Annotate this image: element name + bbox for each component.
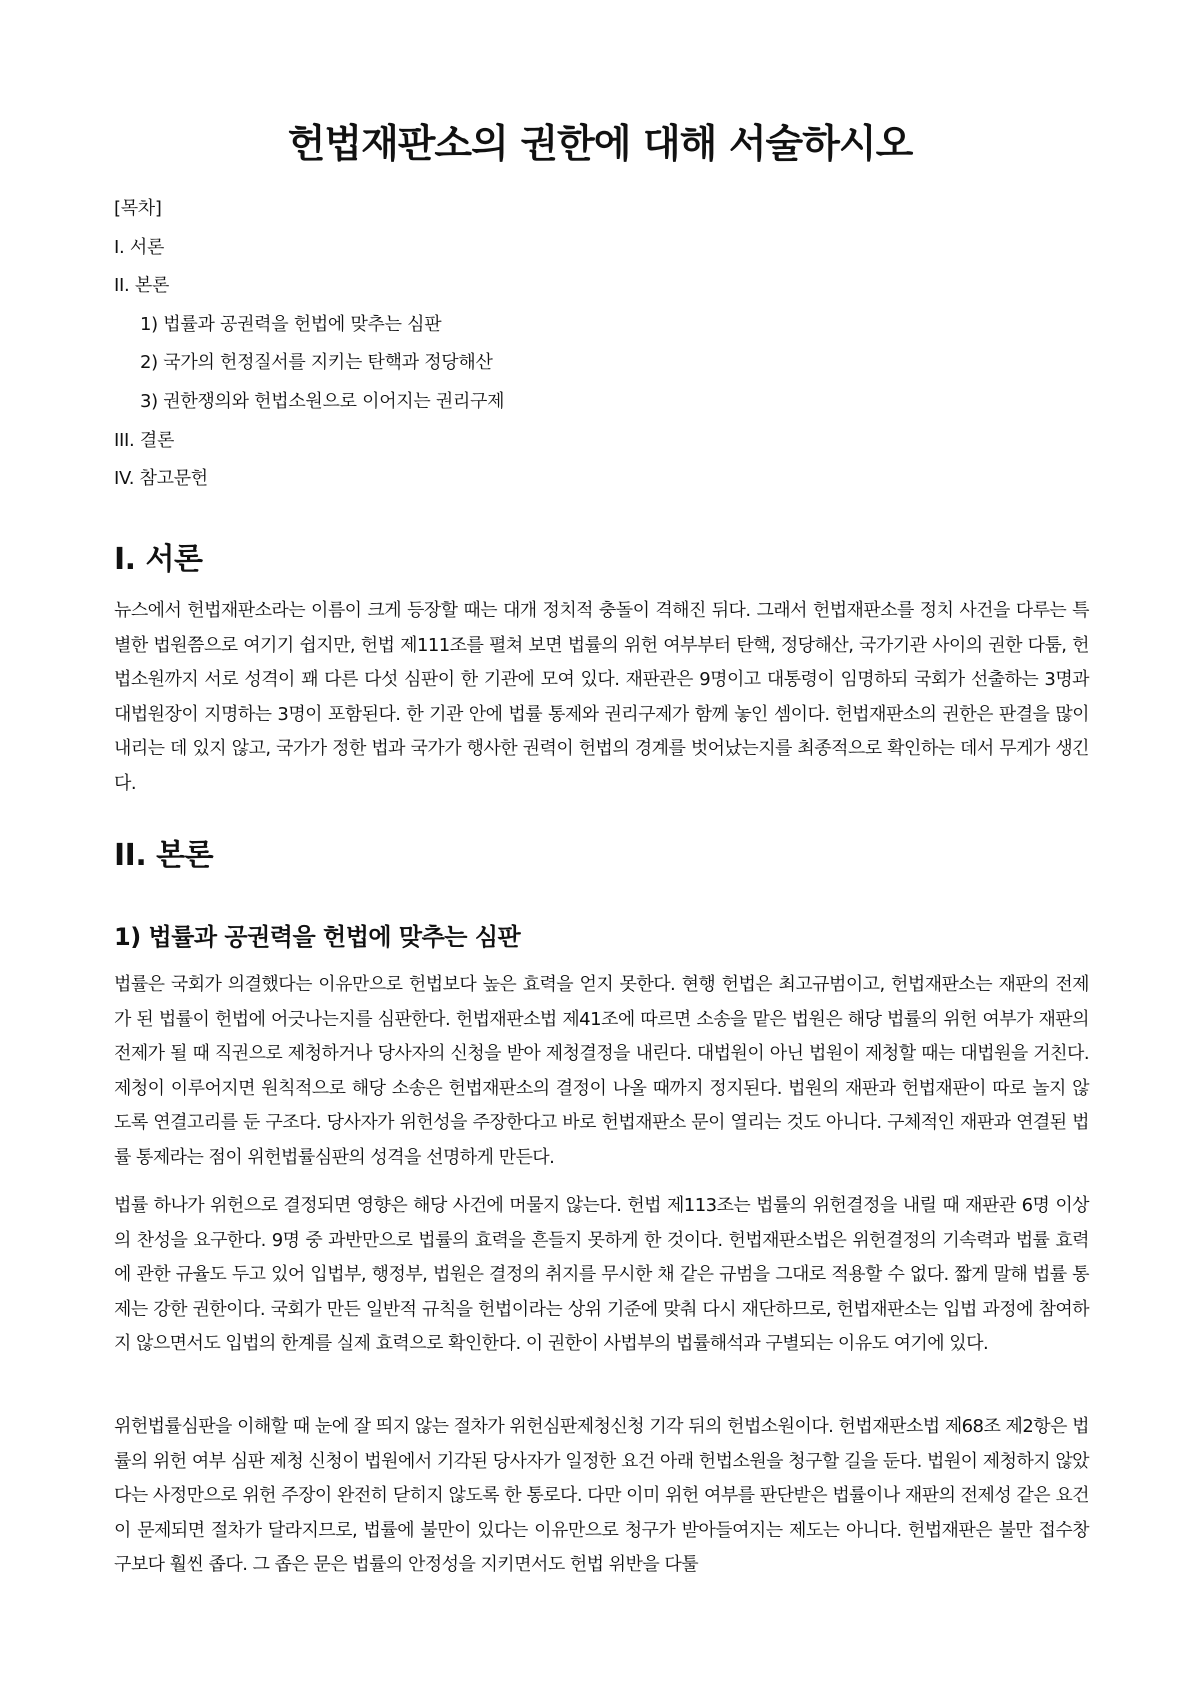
toc-item: III. 결론 [114,429,175,451]
section-heading-body: II. 본론 [114,838,214,873]
toc-subitem: 2) 국가의 헌정질서를 지키는 탄핵과 정당해산 [140,352,493,374]
intro-paragraph: 뉴스에서 헌법재판소라는 이름이 크게 등장할 때는 대개 정치적 충돌이 격해진 뒤다. 그래서 헌법재판소를 정치 사건을 다루는 특별한 법원쯤으로 여기기 쉽지만, 헌법 제111조를 펼쳐 보면 법률의 위헌 여부부터 탄핵, 정당해산, 국가기관 사이의 권한 다툼, 헌법소원까지 서로 성격이 꽤 다른 다섯 심판이 한 기관에 모여 있다. 재판관은 9명이고 대통령이 임명하되 국회가 선출하는 3명과 대법원장이 지명하는 3명이 포함된다. 한 기관 안에 법률 통제와 권리구제가 함께 놓인 셈이다. 헌법재판소의 권한은 판결을 많이 내리는 데 있지 않고, 국가가 정한 법과 국가가 행사한 권력이 헌법의 경계를 벗어났는지를 최종적으로 확인하는 데서 무게가 생긴다. [114,600,1089,794]
body-paragraph: 위헌법률심판을 이해할 때 눈에 잘 띄지 않는 절차가 위헌심판제청신청 기각 뒤의 헌법소원이다. 헌법재판소법 제68조 제2항은 법률의 위헌 여부 심판 제청 신청이 법원에서 기각된 당사자가 일정한 요건 아래 헌법소원을 청구할 길을 둔다. 법원이 제청하지 않았다는 사정만으로 위헌 주장이 완전히 닫히지 않도록 한 통로다. 다만 이미 위헌 여부를 판단받은 법률이나 재판의 전제성 같은 요건이 문제되면 절차가 달라지므로, 법률에 불만이 있다는 이유만으로 청구가 받아들여지는 제도는 아니다. 헌법재판은 불만 접수창구보다 훨씬 좁다. 그 좁은 문은 법률의 안정성을 지키면서도 헌법 위반을 다툴 [114,1416,1089,1576]
toc-item: IV. 참고문헌 [114,468,208,490]
document-title: 헌법재판소의 권한에 대해 서술하시오 [287,122,913,167]
table-of-contents [114,190,1094,499]
toc-item: II. 본론 [114,275,170,297]
toc-subitem: 3) 권한쟁의와 헌법소원으로 이어지는 권리구제 [140,390,505,412]
toc-label: [목차] [114,198,162,219]
toc-subitem: 1) 법률과 공권력을 헌법에 맞추는 심판 [140,313,442,335]
section-heading-intro: I. 서론 [114,542,203,577]
subsection-heading-1: 1) 법률과 공권력을 헌법에 맞추는 심판 [114,923,521,951]
body-paragraph: 법률은 국회가 의결했다는 이유만으로 헌법보다 높은 효력을 얻지 못한다. 현행 헌법은 최고규범이고, 헌법재판소는 재판의 전제가 된 법률이 헌법에 어긋나는지를 심판한다. 헌법재판소법 제41조에 따르면 소송을 맡은 법원은 해당 법률의 위헌 여부가 재판의 전제가 될 때 직권으로 제청하거나 당사자의 신청을 받아 제청결정을 내린다. 대법원이 아닌 법원이 제청할 때는 대법원을 거친다. 제청이 이루어지면 원칙적으로 해당 소송은 헌법재판소의 결정이 나올 때까지 정지된다. 법원의 재판과 헌법재판이 따로 놀지 않도록 연결고리를 둔 구조다. 당사자가 위헌성을 주장한다고 바로 헌법재판소 문이 열리는 것도 아니다. 구체적인 재판과 연결된 법률 통제라는 점이 위헌법률심판의 성격을 선명하게 만든다. [114,974,1089,1168]
toc-item: I. 서론 [114,236,165,258]
body-paragraph: 법률 하나가 위헌으로 결정되면 영향은 해당 사건에 머물지 않는다. 헌법 제113조는 법률의 위헌결정을 내릴 때 재판관 6명 이상의 찬성을 요구한다. 9명 중 과반만으로 법률의 효력을 흔들지 못하게 한 것이다. 헌법재판소법은 위헌결정의 기속력과 법률 효력에 관한 규율도 두고 있어 입법부, 행정부, 법원은 결정의 취지를 무시한 채 같은 규범을 그대로 적용할 수 없다. 짧게 말해 법률 통제는 강한 권한이다. 국회가 만든 일반적 규칙을 헌법이라는 상위 기준에 맞춰 다시 재단하므로, 헌법재판소는 입법 과정에 참여하지 않으면서도 입법의 한계를 실제 효력으로 확인한다. 이 권한이 사법부의 법률해석과 구별되는 이유도 여기에 있다. [114,1195,1089,1355]
